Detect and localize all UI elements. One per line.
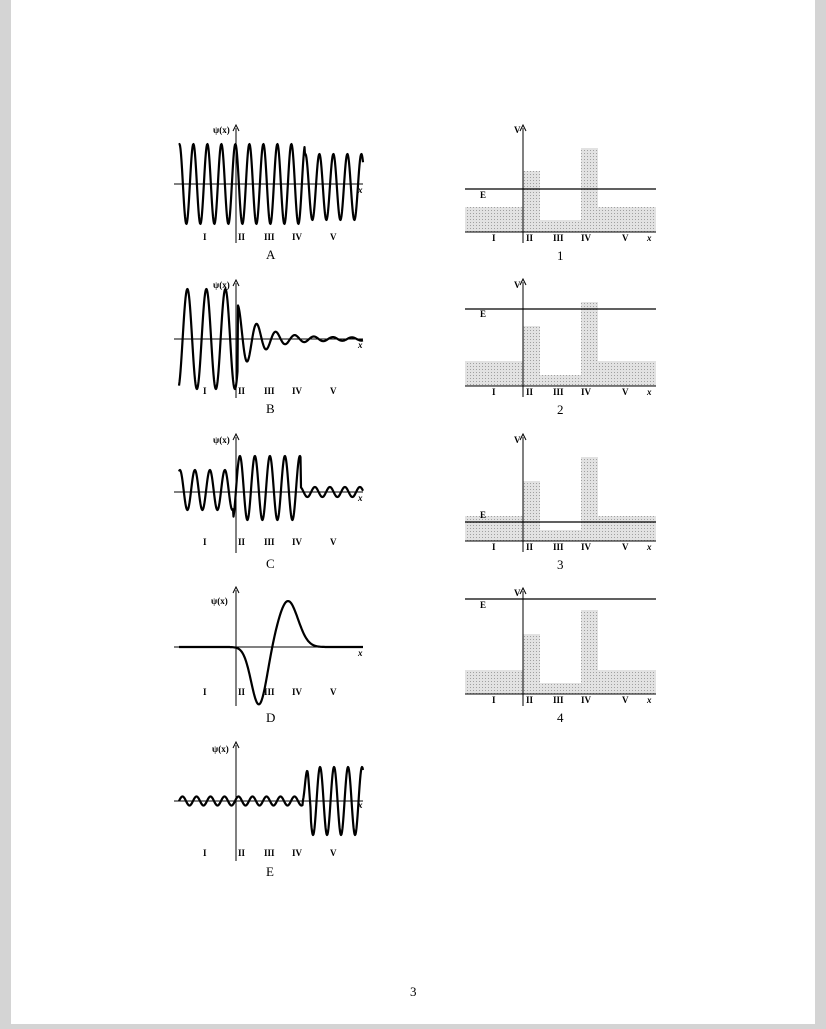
x-axis-label: x [647,542,652,552]
x-axis-label: x [358,648,363,658]
region-label: V [330,687,337,697]
region-label: II [526,387,534,397]
region-label: II [526,695,534,705]
potential-barrier-fill [465,457,656,541]
x-axis-label: x [358,185,363,195]
energy-label: E [480,309,487,319]
potential-barrier-fill [465,302,656,386]
plot-caption: B [266,401,275,416]
wavefunction-plot-b [174,280,363,416]
potential-plot-2 [465,279,656,417]
region-label: III [553,233,564,243]
wavefunction-curve [179,456,363,520]
wavefunction-plot-c [174,434,363,571]
region-label: V [330,537,337,547]
region-label: II [238,687,246,697]
region-label: V [622,695,629,705]
region-label: I [492,233,496,243]
plot-caption: C [266,556,275,571]
region-label: IV [292,848,303,858]
plot-caption: E [266,864,274,879]
region-label: I [492,387,496,397]
region-label: I [203,687,207,697]
region-label: III [264,386,275,396]
plot-caption: 1 [557,248,564,263]
energy-label: E [480,510,487,520]
region-label: I [203,386,207,396]
wavefunction-plot-e [174,742,363,879]
potential-plot-3 [465,434,656,572]
plot-caption: D [266,710,276,725]
region-label: IV [292,537,303,547]
region-label: II [238,232,246,242]
region-label: I [203,848,207,858]
region-label: IV [581,387,592,397]
y-axis-label: V [514,280,521,290]
energy-label: E [480,600,487,610]
region-label: V [622,387,629,397]
potential-plot-4 [465,588,656,725]
region-label: IV [581,233,592,243]
document-page [11,0,815,1024]
region-label: V [330,386,337,396]
x-axis-label: x [358,340,363,350]
region-label: III [553,387,564,397]
x-axis-label: x [647,387,652,397]
plot-caption: A [266,247,276,262]
potential-barrier-fill [465,148,656,232]
region-label: II [238,386,246,396]
page-number: 3 [410,984,417,999]
wavefunction-plot-a [174,125,363,262]
x-axis-label: x [358,800,363,810]
region-label: III [264,537,275,547]
region-label: IV [581,695,592,705]
y-axis-label: ψ(x) [213,125,230,135]
wavefunction-plot-d [174,587,363,725]
region-label: IV [581,542,592,552]
energy-label: E [480,190,487,200]
region-label: IV [292,386,303,396]
y-axis-label: ψ(x) [213,435,230,445]
region-label: II [526,542,534,552]
potential-plot-1 [465,125,656,263]
region-label: I [492,695,496,705]
y-axis-label: V [514,588,521,598]
region-label: III [553,695,564,705]
region-label: III [264,232,275,242]
region-label: IV [292,232,303,242]
plot-caption: 4 [557,710,564,725]
region-label: I [203,232,207,242]
region-label: IV [292,687,303,697]
region-label: III [553,542,564,552]
y-axis-label: V [514,435,521,445]
region-label: I [203,537,207,547]
region-label: V [330,232,337,242]
region-label: V [622,233,629,243]
plot-caption: 2 [557,402,564,417]
x-axis-label: x [647,695,652,705]
region-label: II [238,848,246,858]
region-label: III [264,848,275,858]
y-axis-label: ψ(x) [213,280,230,290]
x-axis-label: x [358,493,363,503]
y-axis-label: ψ(x) [211,596,228,606]
region-label: V [622,542,629,552]
region-label: II [526,233,534,243]
plot-caption: 3 [557,557,564,572]
region-label: V [330,848,337,858]
y-axis-label: V [514,125,521,135]
figure-sheet [11,0,815,1024]
x-axis-label: x [647,233,652,243]
region-label: II [238,537,246,547]
y-axis-label: ψ(x) [212,744,229,754]
region-label: I [492,542,496,552]
region-label: III [264,687,275,697]
potential-barrier-fill [465,610,656,694]
